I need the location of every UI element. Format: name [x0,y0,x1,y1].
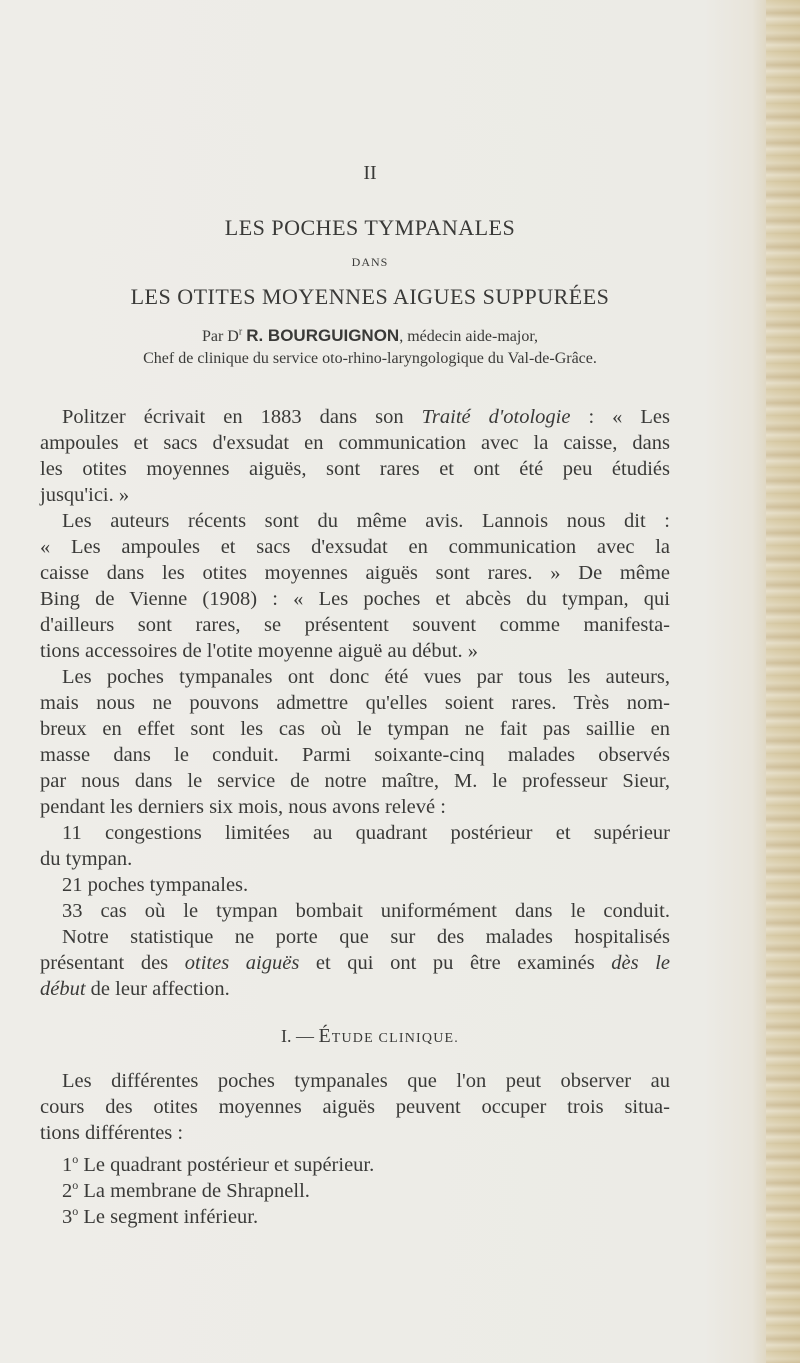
section-title-cap: É [318,1025,332,1047]
p4-l2a: présentant des [40,952,185,974]
p4-line-3 [40,976,670,1002]
list-item-3-num: 3 [62,1205,73,1228]
list-item-2-text: La membrane de Shrapnell. [78,1179,310,1202]
author-name: R. BOURGUIGNON [246,326,400,345]
p1-line-3: les otites moyennes aiguës, sont rares et ont été peu étudiés [40,458,670,480]
p4-line-1: Notre statistique ne porte que sur des malades hospitalisés [62,926,670,948]
stat-1-line-2: du tympan. [40,848,133,870]
p3-line-3: breux en effet sont les cas où le tympan ne fait pas saillie en [40,718,670,740]
title-line-1: LES POCHES TYMPANALES [224,215,516,240]
section-number: I. — [281,1026,319,1046]
p2-line-5: d'ailleurs sont rares, se présentent souvent comme manifesta- [40,614,670,636]
title-dans: DANS [351,255,389,269]
author-line [20,326,720,346]
stat-3: 33 cas où le tympan bombait uniformément dans le conduit. [62,900,670,922]
list-item-3-deg: o [72,1204,79,1218]
list-item-1-text: Le quadrant postérieur et supérieur. [78,1153,375,1176]
p2-line-2: « Les ampoules et sacs d'exsudat en communication avec la [40,536,670,558]
p3-line-6: pendant les derniers six mois, nous avons relevé : [40,796,446,818]
author-affiliation: Chef de clinique du service oto-rhino-laryngologique du Val-de-Grâce. [143,350,597,367]
p4-l3-italic: début [40,978,86,1000]
list-item-2-deg: o [72,1178,79,1192]
p1-l1-italic: Traité d'otologie [421,406,571,428]
p2-line-3: caisse dans les otites moyennes aiguës sont rares. » De même [40,562,670,584]
p3-line-5: par nous dans le service de notre maître, M. le professeur Sieur, [40,770,670,792]
chapter-number: II [363,162,377,184]
p1-l1b: : « Les [570,406,670,428]
p2-line-1: Les auteurs récents sont du même avis. Lannois nous dit : [62,510,670,532]
p4-l2-italic-2: dès le [611,952,670,974]
p5-line-1: Les différentes poches tympanales que l'on peut observer au [62,1070,670,1092]
p2-line-6: tions accessoires de l'otite moyenne aiguë au début. » [40,640,479,662]
p5-line-3: tions différentes : [40,1122,184,1144]
section-title-rest: TUDE CLINIQUE. [331,1031,459,1046]
list-item-3-text: Le segment inférieur. [78,1205,259,1228]
section-heading [20,1025,720,1048]
p4-l3b: de leur affection. [85,978,230,1000]
p1-l1a: Politzer écrivait en 1883 dans son [62,406,422,428]
p3-line-1: Les poches tympanales ont donc été vues par tous les auteurs, [62,666,670,688]
p4-l2b: et qui ont pu être examinés [299,952,612,974]
list-item-1-deg: o [72,1152,79,1166]
stat-2: 21 poches tympanales. [62,874,249,896]
p2-line-4: Bing de Vienne (1908) : « Les poches et abcès du tympan, qui [40,588,670,610]
p1-line-4: jusqu'ici. » [40,484,130,506]
author-role: , médecin aide-major, [399,328,539,345]
p3-line-2: mais nous ne pouvons admettre qu'elles soient rares. Très nom- [40,692,670,714]
list-item-3 [62,1198,670,1230]
author-par: Par D [201,328,239,345]
author-dr-sup: r [238,326,243,338]
p1-line-1 [62,404,670,430]
list-item-1-num: 1 [62,1153,73,1176]
stat-1-line-1: 11 congestions limitées au quadrant postérieur et supérieur [62,822,670,844]
list-item-2-num: 2 [62,1179,73,1202]
title-line-2: LES OTITES MOYENNES AIGUES SUPPURÉES [130,284,610,309]
p5-line-2: cours des otites moyennes aiguës peuvent occuper trois situa- [40,1096,670,1118]
p4-line-2 [40,950,670,976]
p3-line-4: masse dans le conduit. Parmi soixante-cinq malades observés [40,744,670,766]
p1-line-2: ampoules et sacs d'exsudat en communication avec la caisse, dans [40,432,670,454]
p4-l2-italic: otites aiguës [184,952,300,974]
page-edge [766,0,800,1363]
